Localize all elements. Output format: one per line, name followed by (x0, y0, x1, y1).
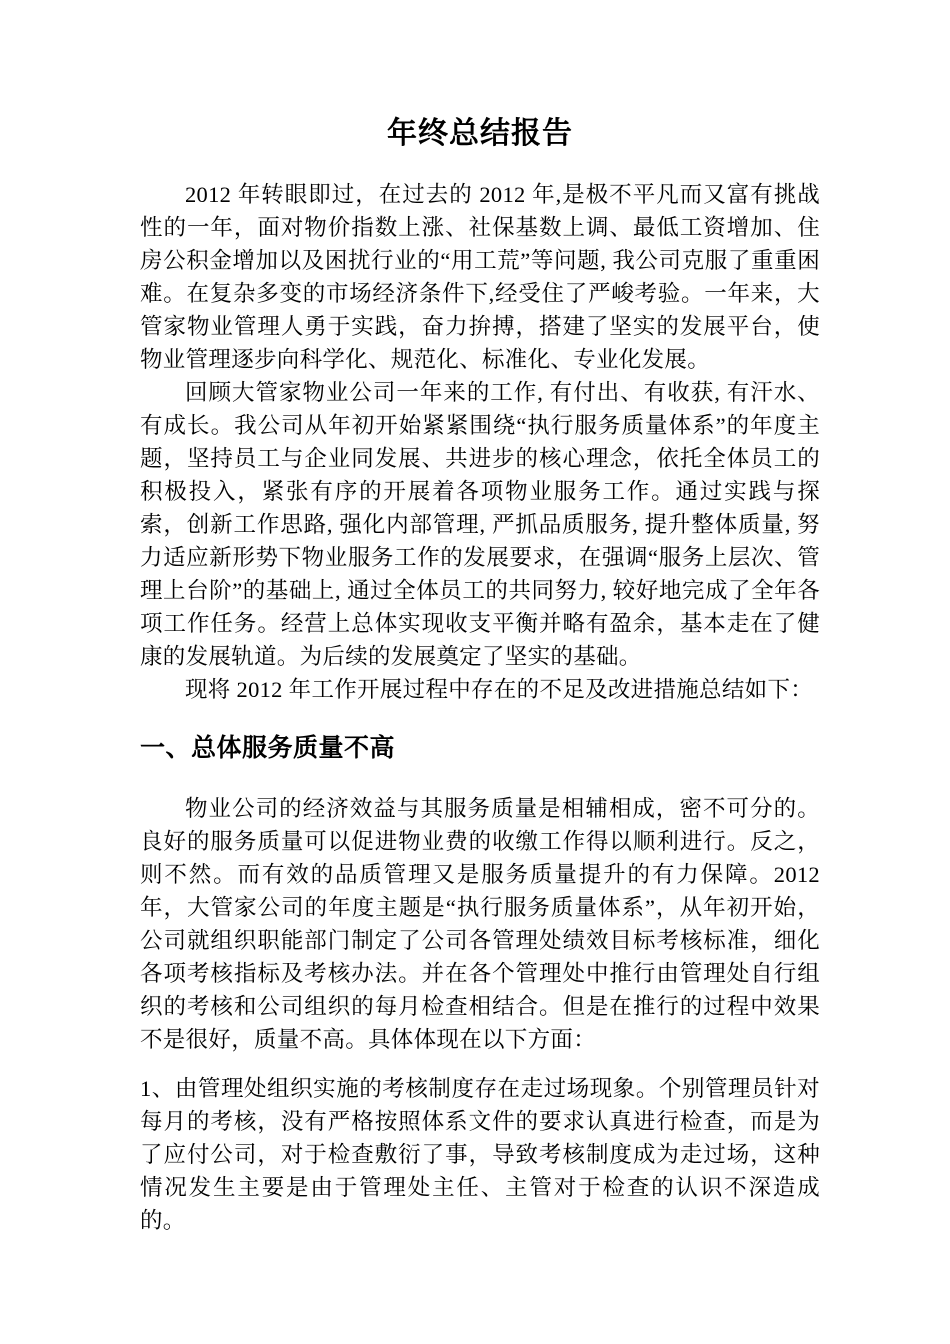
section-1-paragraph-1: 物业公司的经济效益与其服务质量是相辅相成，密不可分的。良好的服务质量可以促进物业费的收缴工作得以顺利进行。反之，则不然。而有效的品质管理又是服务质量提升的有力保障。2012 年，大管家公司的年度主题是“执行服务质量体系”，从年初开始，公司就组织职能部门制定了公司各管理处绩效目标考核标准，细化各项考核指标及考核办法。并在各个管理处中推行由管理处自行组织的考核和公司组织的每月检查相结合。但是在推行的过程中效果不是很好，质量不高。具体体现在以下方面： (140, 796, 820, 1052)
section-1-list-item-1: 1、由管理处组织实施的考核制度存在走过场现象。个别管理员针对每月的考核，没有严格按照体系文件的要求认真进行检查，而是为了应付公司，对于检查敷衍了事，导致考核制度成为走过场，这种情况发生主要是由于管理处主任、主管对于检查的认识不深造成的。 (140, 1076, 820, 1233)
document-title: 年终总结报告 (387, 117, 573, 150)
intro-paragraph-2: 回顾大管家物业公司一年来的工作, 有付出、有收获, 有汗水、有成长。我公司从年初开始紧紧围绕“执行服务质量体系”的年度主题，坚持员工与企业同发展、共进步的核心理念，依托全体员工的积极投入，紧张有序的开展着各项物业服务工作。通过实践与探索，创新工作思路, 强化内部管理, 严抓品质服务, 提升整体质量, 努力适应新形势下物业服务工作的发展要求，在强调“服务上层次、管理上台阶”的基础上, 通过全体员工的共同努力, 较好地完成了全年各项工作任务。经营上总体实现收支平衡并略有盈余，基本走在了健康的发展轨道。为后续的发展奠定了坚实的基础。 (140, 380, 820, 669)
intro-paragraph-1: 2012 年转眼即过，在过去的 2012 年,是极不平凡而又富有挑战性的一年，面对物价指数上涨、社保基数上调、最低工资增加、住房公积金增加以及困扰行业的“用工荒”等问题, 我公司克服了重重困难。在复杂多变的市场经济条件下,经受住了严峻考验。一年来，大管家物业管理人勇于实践，奋力拚搏，搭建了坚实的发展平台，使物业管理逐步向科学化、规范化、标准化、专业化发展。 (140, 182, 820, 372)
section-1-heading: 一、总体服务质量不高 (140, 735, 396, 762)
intro-paragraph-3: 现将 2012 年工作开展过程中存在的不足及改进措施总结如下： (185, 677, 814, 702)
